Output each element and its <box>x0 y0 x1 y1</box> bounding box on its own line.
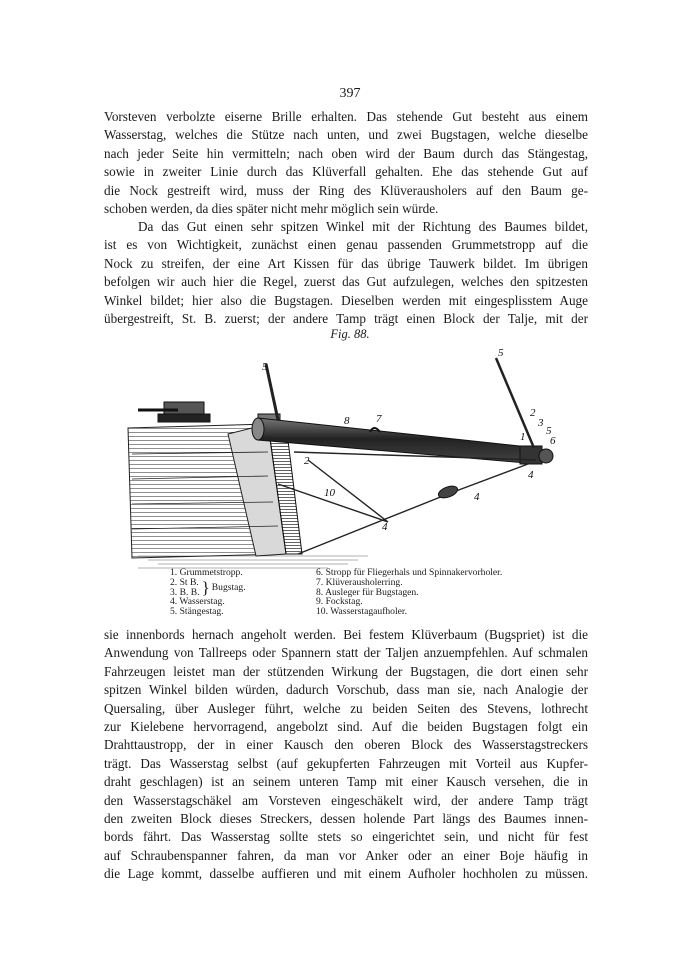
label-5-top: 5 <box>498 347 504 359</box>
legend-item: 4. Wasserstag. <box>170 596 225 608</box>
text-line: Quersaling, über Ausleger führt, welche zu beiden Seiten des Stevens, lothrecht <box>104 700 588 716</box>
rigging-stays <box>278 452 536 554</box>
text-line: übergestreift, St. B. zuerst; der andere Tamp trägt einen Block der Talje, mit der <box>104 311 588 327</box>
label-2b: 2 <box>304 455 310 467</box>
legend-item: Bugstag. <box>211 581 246 593</box>
text-line: Vorsteven verbolzte eiserne Brille erhalten. Das stehende Gut besteht aus einem <box>104 109 588 124</box>
paragraph-3 <box>104 626 588 884</box>
label-4c: 4 <box>382 521 388 533</box>
text-line: die Lage kommt, dasselbe auffieren und mit einem Aufholer hochholen zu müssen. <box>104 866 588 882</box>
label-8: 8 <box>344 415 350 427</box>
label-3: 3 <box>538 417 544 429</box>
brace-glyph: } <box>201 577 210 597</box>
label-5-right: 5 <box>546 425 552 437</box>
label-5-left: 5 <box>262 361 268 373</box>
text-line: Drahttaustropp, der in einer Kausch den oberen Block des Wasserstagstreckers <box>104 737 588 753</box>
text-line: die Nock gestreift wird, muss der Ring des Klüverausholers auf den Baum ge- <box>104 182 588 198</box>
paragraph-2 <box>104 218 588 328</box>
legend-item: 7. Klüverausholerring. <box>316 576 403 588</box>
figure-caption: Fig. 88. <box>330 327 370 341</box>
label-2a: 2 <box>530 407 536 419</box>
text-line: ist es von Wichtigkeit, zunächst einen genau passenden Grummetstropp auf die <box>104 237 588 253</box>
legend-bugstag-group <box>170 578 300 598</box>
label-4a: 4 <box>528 469 534 481</box>
text-line: zur Kielebene hervorragend, angebolzt sind. Auf die beiden Bugstagen folgt ein <box>104 719 588 735</box>
text-line: nach jeder Seite hin vermitteln; nach oben wird der Baum durch das Stängestag, <box>104 145 588 161</box>
page-number: 397 <box>339 86 361 101</box>
text-line: schoben werden, da dies später nicht mehr möglich sein würde. <box>104 201 439 217</box>
label-1: 1 <box>520 431 526 443</box>
text-line: Fahrzeugen leistet man der stützenden Wirkung der Bugstagen, die dort einen sehr <box>104 663 588 679</box>
label-7: 7 <box>376 413 382 425</box>
stay-5-right <box>496 358 534 448</box>
text-line: Winkel bildet; hier also die Bugstagen. Dieselben werden mit eingesplisstem Auge <box>104 292 588 308</box>
label-4b: 4 <box>474 491 480 503</box>
legend-item: 1. Grummetstropp. <box>170 567 243 578</box>
text-line: Nock zu streifen, der eine Art Kissen für das übrige Tauwerk bildet. Im übrigen <box>104 255 588 271</box>
text-line: den Wasserstagschäkel am Vorsteven eingeschäkelt wird, der andere Tamp trägt <box>104 792 588 808</box>
legend-item: 5. Stängestag. <box>170 606 224 618</box>
text-line: den zweiten Block dieses Streckers, dessen holende Part längs des Baumes innen- <box>104 811 588 827</box>
figure-legend-left <box>170 568 300 617</box>
bowsprit-spar <box>252 418 553 464</box>
legend-item: 10. Wasserstagaufholer. <box>316 606 407 618</box>
text-line: Anwendung von Tallreeps oder Spannern statt der Taljen anzuempfehlen. Auf schmalen <box>104 645 588 661</box>
text-line: bords fährt. Das Wasserstag sollte stets so eingerichtet sein, und nicht für fest <box>104 829 588 845</box>
text-line: spitzen Winkel bilden würden, dadurch Vorschub, dass man sie, nach Analogie der <box>104 682 588 698</box>
text-line: Wasserstag, welches die Stütze nach unten, und zwei Bugstagen, welche dieselbe <box>104 127 588 143</box>
legend-item: 6. Stropp für Fliegerhals und Spinnakervorholer. <box>316 567 503 578</box>
text-line: sowie in zweiter Linie durch das Klüverfall gehalten. Ehe das stehende Gut auf <box>104 164 588 180</box>
label-6: 6 <box>550 435 556 447</box>
text-line: auf Schraubenspanner fahren, da man vor Anker oder an einer Boje häufig in <box>104 847 588 863</box>
figure-legend-right <box>316 568 576 617</box>
text-line: trägt. Das Wasserstag selbst (auf gekupferten Fahrzeugen mit Vorteil aus Kupfer- <box>104 755 588 771</box>
legend-item: 9. Fockstag. <box>316 596 363 608</box>
text-line: befolgen wir auch hier die Regel, zuerst das Gut aufzulegen, welches den spitzesten <box>104 274 588 290</box>
legend-item: 3. B. B. <box>170 586 200 598</box>
text-line: Da das Gut einen sehr spitzen Winkel mit der Richtung des Baumes bildet, <box>138 219 588 234</box>
bowsprit-illustration <box>118 344 558 576</box>
text-line: sie innenbords hernach angeholt werden. Bei festem Klüverbaum (Bugspriet) ist die <box>104 627 588 642</box>
text-line: draht geschlagen) ist an seinem unteren Tamp mit einer Kausch versehen, die in <box>104 774 588 790</box>
stay-5-left <box>266 364 278 420</box>
legend-item: 2. St B. <box>170 576 199 588</box>
legend-item: 8. Ausleger für Bugstagen. <box>316 586 419 598</box>
label-10: 10 <box>324 487 335 499</box>
paragraph-1 <box>104 108 588 218</box>
ship-hull <box>128 424 302 558</box>
